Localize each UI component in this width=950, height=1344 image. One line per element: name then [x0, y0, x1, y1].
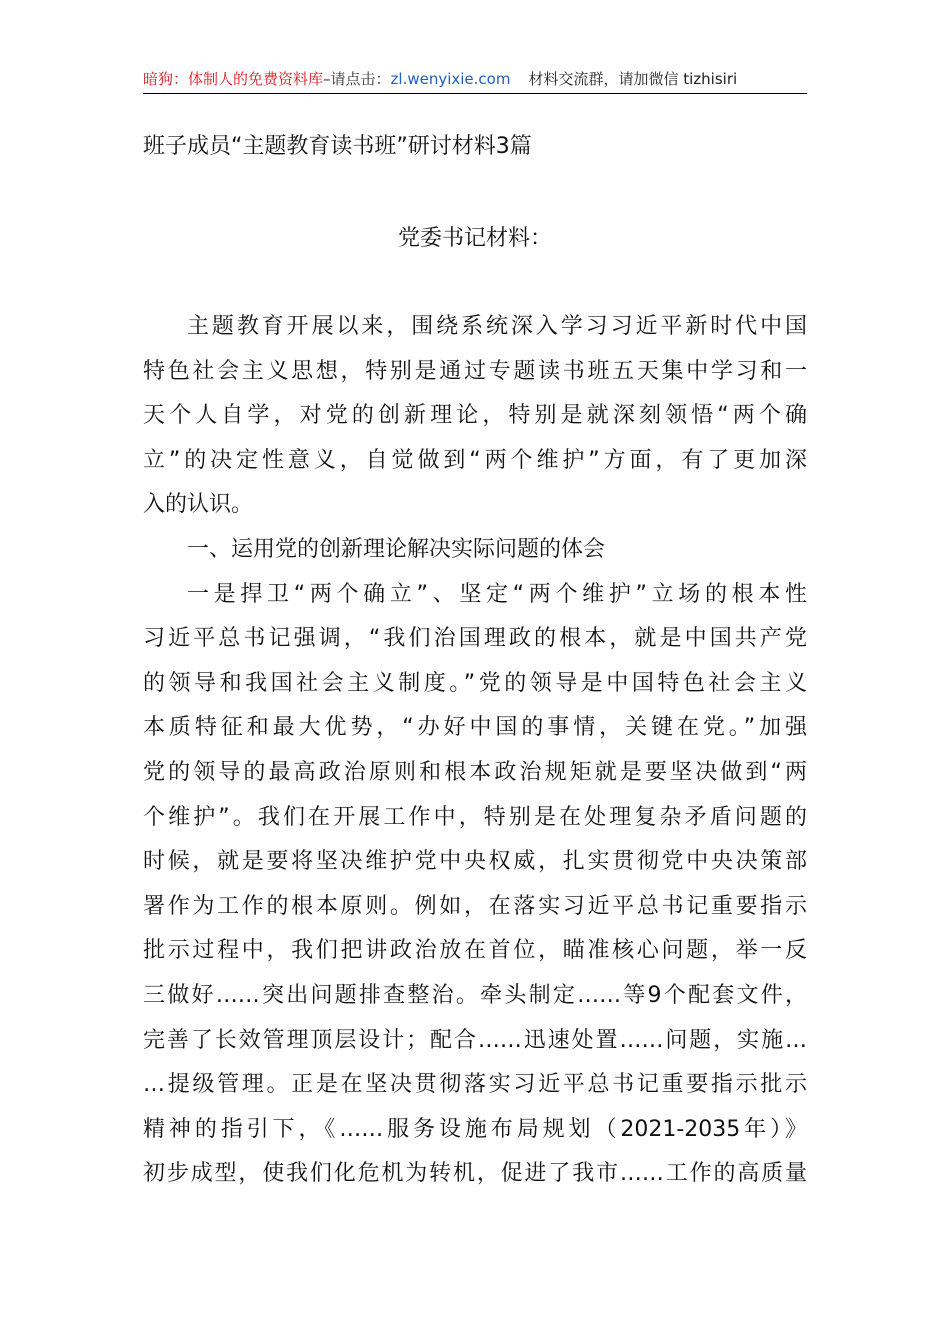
text-line: 批示过程中，我们把讲政治放在首位，瞄准核心问题，举一反 — [143, 938, 807, 964]
text-line: 立”的决定性意义，自觉做到“两个维护”方面，有了更加深 — [143, 447, 807, 473]
text-line: 一是捍卫“两个确立”、坚定“两个维护”立场的根本性 — [187, 581, 807, 607]
text-line: 个维护”。我们在开展工作中，特别是在处理复杂矛盾问题的 — [143, 804, 807, 830]
text-line: 特色社会主义思想，特别是通过专题读书班五天集中学习和一 — [143, 358, 807, 384]
text-line: 天个人自学，对党的创新理论，特别是就深刻领悟“两个确 — [143, 403, 807, 429]
document-title: 班子成员“主题教育读书班”研讨材料3篇 — [143, 134, 532, 159]
header-divider — [143, 93, 807, 94]
header-separator: –请点击： — [323, 70, 391, 88]
text-line: 习近平总书记强调，“我们治国理政的根本，就是中国共产党 — [143, 626, 807, 652]
text-line: 三做好……突出问题排查整治。牵头制定……等9个配套文件， — [143, 982, 807, 1008]
page-header — [143, 68, 807, 90]
text-line: 党的领导的最高政治原则和根本政治规矩就是要坚决做到“两 — [143, 759, 807, 785]
text-line: 完善了长效管理顶层设计；配合……迅速处置……问题，实施… — [143, 1027, 807, 1053]
heading-line: 一、运用党的创新理论解决实际问题的体会 — [187, 536, 606, 562]
header-note: 材料交流群，请加微信 tizhisiri — [528, 70, 738, 88]
text-line: 的领导和我国社会主义制度。”党的领导是中国特色社会主义 — [143, 670, 807, 696]
text-line: 精神的指引下，《……服务设施布局规划（2021-2035年）》 — [143, 1116, 807, 1142]
section-title: 党委书记材料： — [397, 226, 552, 251]
header-link[interactable]: zl.wenyixie.com — [390, 70, 511, 88]
text-line: 入的认识。 — [143, 492, 254, 518]
text-line: …提级管理。正是在坚决贯彻落实习近平总书记重要指示批示 — [143, 1072, 807, 1098]
text-line: 时候，就是要将坚决维护党中央权威，扎实贯彻党中央决策部 — [143, 849, 807, 875]
text-line: 主题教育开展以来，围绕系统深入学习习近平新时代中国 — [187, 314, 807, 339]
text-line: 本质特征和最大优势，“办好中国的事情，关键在党。”加强 — [143, 715, 807, 741]
text-line: 署作为工作的根本原则。例如，在落实习近平总书记重要指示 — [143, 893, 807, 919]
document-body — [143, 305, 807, 1197]
header-brand: 暗狗：体制人的免费资料库 — [143, 70, 324, 88]
text-line: 初步成型，使我们化危机为转机，促进了我市……工作的高质量 — [143, 1161, 807, 1187]
